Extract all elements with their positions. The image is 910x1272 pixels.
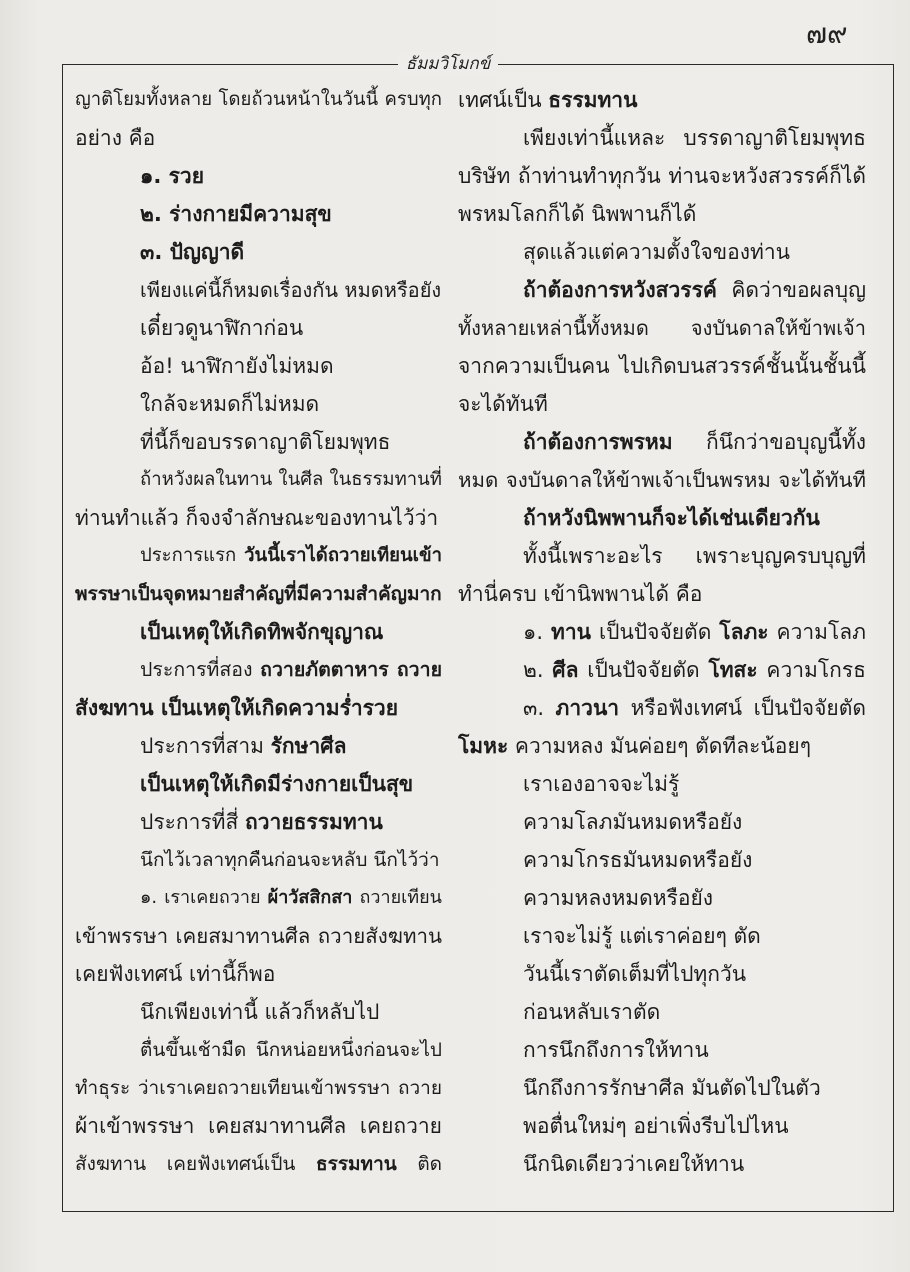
text-line	[458, 841, 866, 879]
text-segment: ความโกรธมันหมดหรือยัง	[523, 848, 753, 872]
text-line	[458, 157, 866, 195]
emphasis-text: ๓. ปัญญาดี	[140, 240, 245, 264]
emphasis-text: ถวายธรรมทาน	[245, 810, 383, 834]
text-segment: เพียงเท่านี้แหละ บรรดาญาติโยมพุทธ	[523, 126, 866, 150]
text-line	[458, 309, 866, 347]
text-segment: เคยฟังเทศน์ เท่านี้ก็พอ	[75, 962, 276, 986]
text-line	[75, 81, 442, 119]
text-segment: จะได้ทันที	[458, 392, 548, 416]
emphasis-text: วันนี้เราได้ถวายเทียนเข้า	[244, 545, 442, 566]
text-segment: ทำนี่ครบ เข้านิพพานได้ คือ	[458, 582, 703, 606]
text-line	[458, 879, 866, 917]
text-line	[75, 233, 442, 271]
text-segment: พรหมโลกก็ได้ นิพพานก็ได้	[458, 202, 697, 226]
text-segment: อย่าง คือ	[75, 126, 156, 150]
text-segment: ที่นี้ก็ขอบรรดาญาติโยมพุทธ	[140, 430, 391, 454]
text-line	[458, 651, 866, 689]
text-segment: ความหลง มันค่อยๆ ตัดทีละน้อยๆ	[508, 734, 811, 758]
text-segment: นึกนิดเดียวว่าเคยให้ทาน	[523, 1152, 745, 1176]
text-segment: สังฆทาน เคยฟังเทศน์เป็น	[75, 1153, 317, 1175]
text-line	[75, 537, 442, 575]
emphasis-text: เป็นเหตุให้เกิดทิพจักขุญาณ	[140, 620, 384, 644]
right-column	[458, 81, 866, 1183]
text-line	[75, 1031, 442, 1069]
text-segment: สุดแล้วแต่ความตั้งใจของท่าน	[523, 240, 790, 264]
text-line	[75, 347, 442, 385]
text-segment: ๑. เราเคยถวาย	[140, 887, 268, 908]
text-line	[75, 195, 442, 233]
text-line	[75, 499, 442, 537]
text-line	[458, 993, 866, 1031]
text-line	[75, 461, 442, 499]
emphasis-text: เป็นเหตุให้เกิดมีร่างกายเป็นสุข	[140, 772, 414, 796]
text-line	[75, 1069, 442, 1107]
text-segment: คิดว่าขอผลบุญ	[716, 278, 866, 302]
emphasis-text: ถวายภัตตาหาร ถวาย	[260, 658, 442, 681]
text-segment: เพียงแค่นี้ก็หมดเรื่องกัน หมดหรือยัง	[140, 278, 442, 302]
text-line	[458, 271, 866, 309]
text-segment: ประการที่สอง	[140, 658, 261, 681]
running-header: ธัมมวิโมกข์	[398, 52, 498, 76]
text-line	[75, 879, 442, 917]
text-line	[458, 1145, 866, 1183]
text-line	[75, 385, 442, 423]
text-line	[75, 803, 442, 841]
text-line	[458, 119, 866, 157]
text-segment: ทั้งนี้เพราะอะไร เพราะบุญครบบุญที่	[523, 544, 866, 568]
text-segment: ความโกรธ	[757, 658, 866, 682]
text-segment: นึกไว้เวลาทุกคืนก่อนจะหลับ นึกไว้ว่า	[140, 849, 440, 871]
text-line	[75, 955, 442, 993]
text-line	[458, 1031, 866, 1069]
text-segment: เดี๋ยวดูนาฬิกาก่อน	[140, 316, 304, 340]
page-number: ๗๙	[806, 17, 848, 50]
emphasis-text: ถ้าต้องการหวังสวรรค์	[523, 278, 717, 302]
text-line	[458, 689, 866, 727]
text-segment: จากความเป็นคน ไปเกิดบนสวรรค์ชั้นนั้นชั้นนี้	[458, 354, 866, 378]
text-segment: ติด	[417, 1153, 442, 1175]
text-segment: ๑.	[523, 620, 551, 644]
text-line	[458, 233, 866, 271]
text-line	[458, 195, 866, 233]
text-line	[458, 613, 866, 651]
text-line	[75, 1145, 442, 1183]
text-line	[75, 651, 442, 689]
text-line	[458, 917, 866, 955]
emphasis-text: โลภะ	[719, 620, 769, 644]
text-line	[458, 727, 866, 765]
text-line	[458, 423, 866, 461]
text-segment: นึกเพียงเท่านี้ แล้วก็หลับไป	[140, 1000, 380, 1024]
text-segment: ถวายเทียน	[352, 887, 442, 908]
text-line	[458, 955, 866, 993]
text-segment: ใกล้จะหมดก็ไม่หมด	[140, 392, 320, 416]
text-segment: ทั้งหลายเหล่านี้ทั้งหมด จงบันดาลให้ข้าพเจ้า	[458, 316, 866, 340]
emphasis-text: ๒. ร่างกายมีความสุข	[140, 202, 332, 226]
text-segment: เราเองอาจจะไม่รู้	[523, 772, 680, 796]
text-line	[75, 1107, 442, 1145]
text-line	[458, 1107, 866, 1145]
text-line	[75, 689, 442, 727]
text-segment: ประการที่สาม	[140, 734, 271, 758]
text-segment: ๒.	[523, 658, 553, 682]
text-segment: หมด จงบันดาลให้ข้าพเจ้าเป็นพรหม จะได้ทันที	[458, 468, 866, 492]
text-line	[75, 841, 442, 879]
emphasis-text: ศีล	[552, 658, 579, 682]
emphasis-text: ผ้าวัสสิกสา	[267, 887, 353, 908]
emphasis-text: ทาน	[550, 620, 591, 644]
emphasis-text: โทสะ	[708, 658, 758, 682]
text-segment: วันนี้เราตัดเต็มที่ไปทุกวัน	[523, 962, 747, 986]
text-line	[458, 385, 866, 423]
text-line	[75, 271, 442, 309]
emphasis-text: ธรรมทาน	[316, 1153, 397, 1175]
text-line	[458, 81, 866, 119]
emphasis-text: ๑. รวย	[140, 164, 204, 188]
text-line	[75, 917, 442, 955]
emphasis-text: สังฆทาน เป็นเหตุให้เกิดความร่ำรวย	[75, 696, 399, 720]
text-line	[75, 613, 442, 651]
text-line	[458, 347, 866, 385]
text-segment: ๓.	[523, 696, 556, 720]
emphasis-text: โมหะ	[458, 734, 509, 758]
text-segment: ความโลภ	[768, 620, 866, 644]
text-segment: บริษัท ถ้าท่านทำทุกวัน ท่านจะหวังสวรรค์ก็ได้	[458, 164, 866, 188]
text-segment: เป็นปัจจัยตัด	[578, 658, 709, 682]
text-line	[75, 157, 442, 195]
text-line	[458, 803, 866, 841]
emphasis-text: ถ้าต้องการพรหม	[523, 430, 673, 454]
text-line	[458, 765, 866, 803]
text-line	[458, 1069, 866, 1107]
text-segment: อ้อ! นาฬิกายังไม่หมด	[140, 354, 334, 378]
emphasis-text: ภาวนา	[555, 696, 620, 720]
text-segment: ก่อนหลับเราตัด	[523, 1000, 661, 1024]
text-line	[75, 765, 442, 803]
text-segment: การนึกถึงการให้ทาน	[523, 1038, 709, 1062]
text-segment: ความโลภมันหมดหรือยัง	[523, 810, 743, 834]
text-segment: เราจะไม่รู้ แต่เราค่อยๆ ตัด	[523, 924, 761, 948]
text-line	[75, 575, 442, 613]
text-segment: เป็นปัจจัยตัด	[590, 620, 720, 644]
text-segment: เข้าพรรษา เคยสมาทานศีล ถวายสังฆทาน	[75, 924, 442, 948]
text-segment: นึกถึงการรักษาศีล มันตัดไปในตัว	[523, 1076, 821, 1100]
text-segment: ผ้าเข้าพรรษา เคยสมาทานศีล เคยถวาย	[75, 1114, 442, 1138]
text-segment: ท่านทำแล้ว ก็จงจำลักษณะของทานไว้ว่า	[75, 506, 439, 530]
text-line	[458, 575, 866, 613]
text-line	[75, 727, 442, 765]
text-segment: ประการที่สี่	[140, 810, 246, 834]
text-segment: ญาติโยมทั้งหลาย โดยถ้วนหน้าในวันนี้ ครบทุก	[75, 89, 442, 110]
text-segment: ถ้าหวังผลในทาน ในศีล ในธรรมทานที่	[140, 469, 442, 490]
emphasis-text: พรรษาเป็นจุดหมายสำคัญที่มีความสำคัญมาก	[75, 583, 442, 605]
left-column	[75, 81, 442, 1183]
text-segment: ตื่นขึ้นเช้ามืด นึกหน่อยหนึ่งก่อนจะไป	[140, 1039, 442, 1061]
text-segment: หรือฟังเทศน์ เป็นปัจจัยตัด	[619, 696, 866, 720]
text-line	[75, 993, 442, 1031]
text-line	[75, 119, 442, 157]
text-segment: เทศน์เป็น	[458, 88, 549, 112]
emphasis-text: ธรรมทาน	[548, 88, 638, 112]
emphasis-text: ถ้าหวังนิพพานก็จะได้เช่นเดียวกัน	[523, 506, 820, 530]
text-segment: ประการแรก	[140, 545, 245, 566]
text-line	[458, 499, 866, 537]
text-line	[75, 423, 442, 461]
text-line	[458, 537, 866, 575]
emphasis-text: รักษาศีล	[270, 734, 347, 758]
text-segment: ทำธุระ ว่าเราเคยถวายเทียนเข้าพรรษา ถวาย	[75, 1077, 442, 1099]
text-segment: พอตื่นใหม่ๆ อย่าเพิ่งรีบไปไหน	[523, 1114, 789, 1138]
text-segment: ความหลงหมดหรือยัง	[523, 886, 714, 910]
text-line	[458, 461, 866, 499]
text-segment: ก็นึกว่าขอบุญนี้ทั้ง	[672, 430, 866, 454]
text-line	[75, 309, 442, 347]
